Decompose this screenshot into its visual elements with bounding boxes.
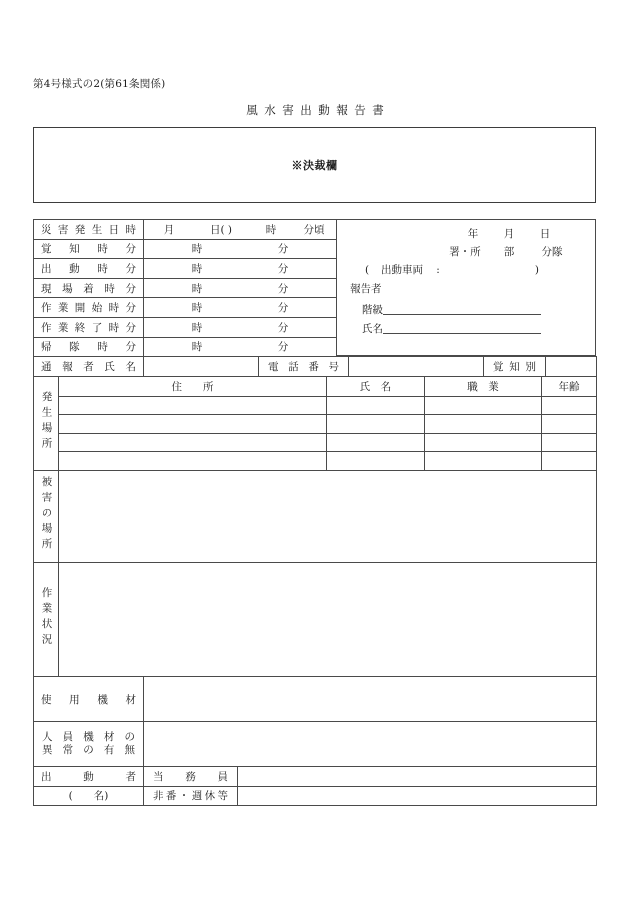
field-detection-time[interactable] (144, 239, 337, 259)
equipment-used-label: 使用機材 (34, 677, 144, 722)
equipment-anomaly-input[interactable] (144, 722, 597, 767)
crew-table (33, 766, 597, 806)
unit-squad: 分隊 (541, 246, 563, 258)
column-header-address: 住 所 (59, 377, 327, 397)
equipment-table (33, 676, 597, 767)
detection-type-input[interactable] (546, 357, 597, 377)
field-work-start-time[interactable] (144, 298, 337, 318)
row-label-dispatch-time: 出動時分 (34, 259, 144, 279)
damage-place-table (33, 470, 597, 563)
table-row (34, 337, 337, 357)
work-status-side-label: 作業状況 (34, 563, 59, 677)
informant-table (33, 356, 597, 377)
report-date[interactable] (455, 226, 563, 241)
informant-name-input[interactable] (144, 357, 259, 377)
table-row (34, 278, 337, 298)
page-title: 風水害出動報告書 (246, 103, 391, 117)
cell-occupation[interactable] (425, 396, 542, 415)
unit-station: 署・所 (449, 246, 481, 258)
anomaly-label-line2: 異常の有無 (42, 744, 135, 756)
table-row (34, 677, 597, 722)
unit-division: 部 (503, 246, 515, 258)
table-row (34, 433, 597, 452)
damage-place-side-label: 被害の場所 (34, 471, 59, 563)
cell-address[interactable] (59, 433, 327, 452)
vehicle-paren-close: ) (534, 264, 539, 276)
field-disaster-datetime[interactable] (144, 220, 337, 240)
reporter-label: 報告者 (350, 283, 382, 295)
vehicle-label: 出動車両 (381, 264, 423, 276)
table-row (34, 377, 597, 397)
dispatch-minute: 分 (277, 262, 289, 275)
on-duty-label: 当務員 (144, 767, 238, 787)
equipment-anomaly-label (34, 722, 144, 767)
table-row (34, 357, 597, 377)
table-row (34, 767, 597, 787)
approval-label: ※決裁欄 (291, 159, 338, 172)
column-header-name: 氏 名 (327, 377, 425, 397)
return-hour: 時 (191, 341, 203, 354)
reporter-name-row (362, 319, 541, 336)
vehicle-colon: : (436, 264, 440, 276)
damage-place-input[interactable] (59, 471, 597, 563)
report-date-day: 日 (539, 228, 551, 240)
report-date-year: 年 (467, 228, 479, 240)
cell-name[interactable] (327, 396, 425, 415)
occurrence-place-table (33, 376, 597, 471)
work-start-minute: 分 (277, 302, 289, 315)
on-duty-input[interactable] (238, 767, 597, 787)
row-label-detection-time: 覚知時分 (34, 239, 144, 259)
cell-age[interactable] (542, 396, 597, 415)
field-arrival-time[interactable] (144, 278, 337, 298)
row-label-disaster-datetime: 災害発生日時 (34, 220, 144, 240)
report-date-month: 月 (503, 228, 515, 240)
table-row (34, 317, 337, 337)
table-row (34, 563, 597, 677)
report-unit[interactable] (441, 244, 575, 259)
row-label-work-end-time: 作業終了時分 (34, 317, 144, 337)
disaster-hour: 時 (265, 223, 277, 236)
report-meta-box (336, 219, 596, 356)
table-row (34, 415, 597, 434)
cell-occupation[interactable] (425, 433, 542, 452)
work-end-hour: 時 (191, 321, 203, 334)
informant-phone-input[interactable] (349, 357, 484, 377)
crew-count-label-line2[interactable]: ( 名) (34, 786, 144, 806)
detection-minute: 分 (277, 243, 289, 256)
field-dispatch-time[interactable] (144, 259, 337, 279)
cell-age[interactable] (542, 433, 597, 452)
field-return-time[interactable] (144, 337, 337, 357)
informant-name-label: 通報者氏名 (34, 357, 144, 377)
table-row (34, 722, 597, 767)
detection-type-label: 覚知別 (484, 357, 546, 377)
arrival-minute: 分 (277, 282, 289, 295)
table-row (34, 396, 597, 415)
table-row (34, 786, 597, 806)
column-header-age: 年齢 (542, 377, 597, 397)
form-number: 第4号様式の2(第61条関係) (33, 78, 166, 90)
disaster-month: 月 (163, 223, 175, 236)
vehicle-paren-open: ( (365, 264, 370, 276)
work-status-input[interactable] (59, 563, 597, 677)
reporter-rank-input[interactable] (383, 300, 541, 315)
cell-age[interactable] (542, 452, 597, 471)
cell-name[interactable] (327, 415, 425, 434)
cell-address[interactable] (59, 415, 327, 434)
work-status-table (33, 562, 597, 677)
cell-address[interactable] (59, 396, 327, 415)
table-row (34, 259, 337, 279)
anomaly-label-line1: 人員機材の (42, 731, 135, 744)
table-row (34, 452, 597, 471)
table-row (34, 471, 597, 563)
disaster-minute: 分頃 (303, 223, 325, 236)
detection-hour: 時 (191, 243, 203, 256)
work-start-hour: 時 (191, 302, 203, 315)
off-duty-input[interactable] (238, 786, 597, 806)
row-label-arrival-time: 現場着時分 (34, 278, 144, 298)
disaster-day: 日( ) (209, 223, 233, 236)
table-row (34, 298, 337, 318)
cell-name[interactable] (327, 452, 425, 471)
informant-phone-label: 電話番号 (259, 357, 349, 377)
field-work-end-time[interactable] (144, 317, 337, 337)
table-row (34, 220, 337, 240)
reporter-name-input[interactable] (383, 319, 541, 334)
approval-box[interactable] (33, 127, 596, 203)
cell-occupation[interactable] (425, 452, 542, 471)
table-row (34, 239, 337, 259)
dispatch-vehicle[interactable] (365, 262, 539, 277)
crew-count-label-line1: 出動者 (34, 767, 144, 787)
occurrence-place-side-label: 発生場所 (34, 377, 59, 471)
equipment-used-input[interactable] (144, 677, 597, 722)
return-minute: 分 (277, 341, 289, 354)
work-end-minute: 分 (277, 321, 289, 334)
reporter-rank-label: 階級 (362, 304, 383, 316)
reporter-rank-row (362, 300, 541, 317)
cell-address[interactable] (59, 452, 327, 471)
off-duty-label: 非番・週休等 (144, 786, 238, 806)
column-header-occupation: 職 業 (425, 377, 542, 397)
row-label-return-time: 帰隊時分 (34, 337, 144, 357)
dispatch-hour: 時 (191, 262, 203, 275)
time-table (33, 219, 337, 357)
cell-name[interactable] (327, 433, 425, 452)
arrival-hour: 時 (191, 282, 203, 295)
cell-age[interactable] (542, 415, 597, 434)
cell-occupation[interactable] (425, 415, 542, 434)
reporter-name-label: 氏名 (362, 323, 383, 335)
row-label-work-start-time: 作業開始時分 (34, 298, 144, 318)
